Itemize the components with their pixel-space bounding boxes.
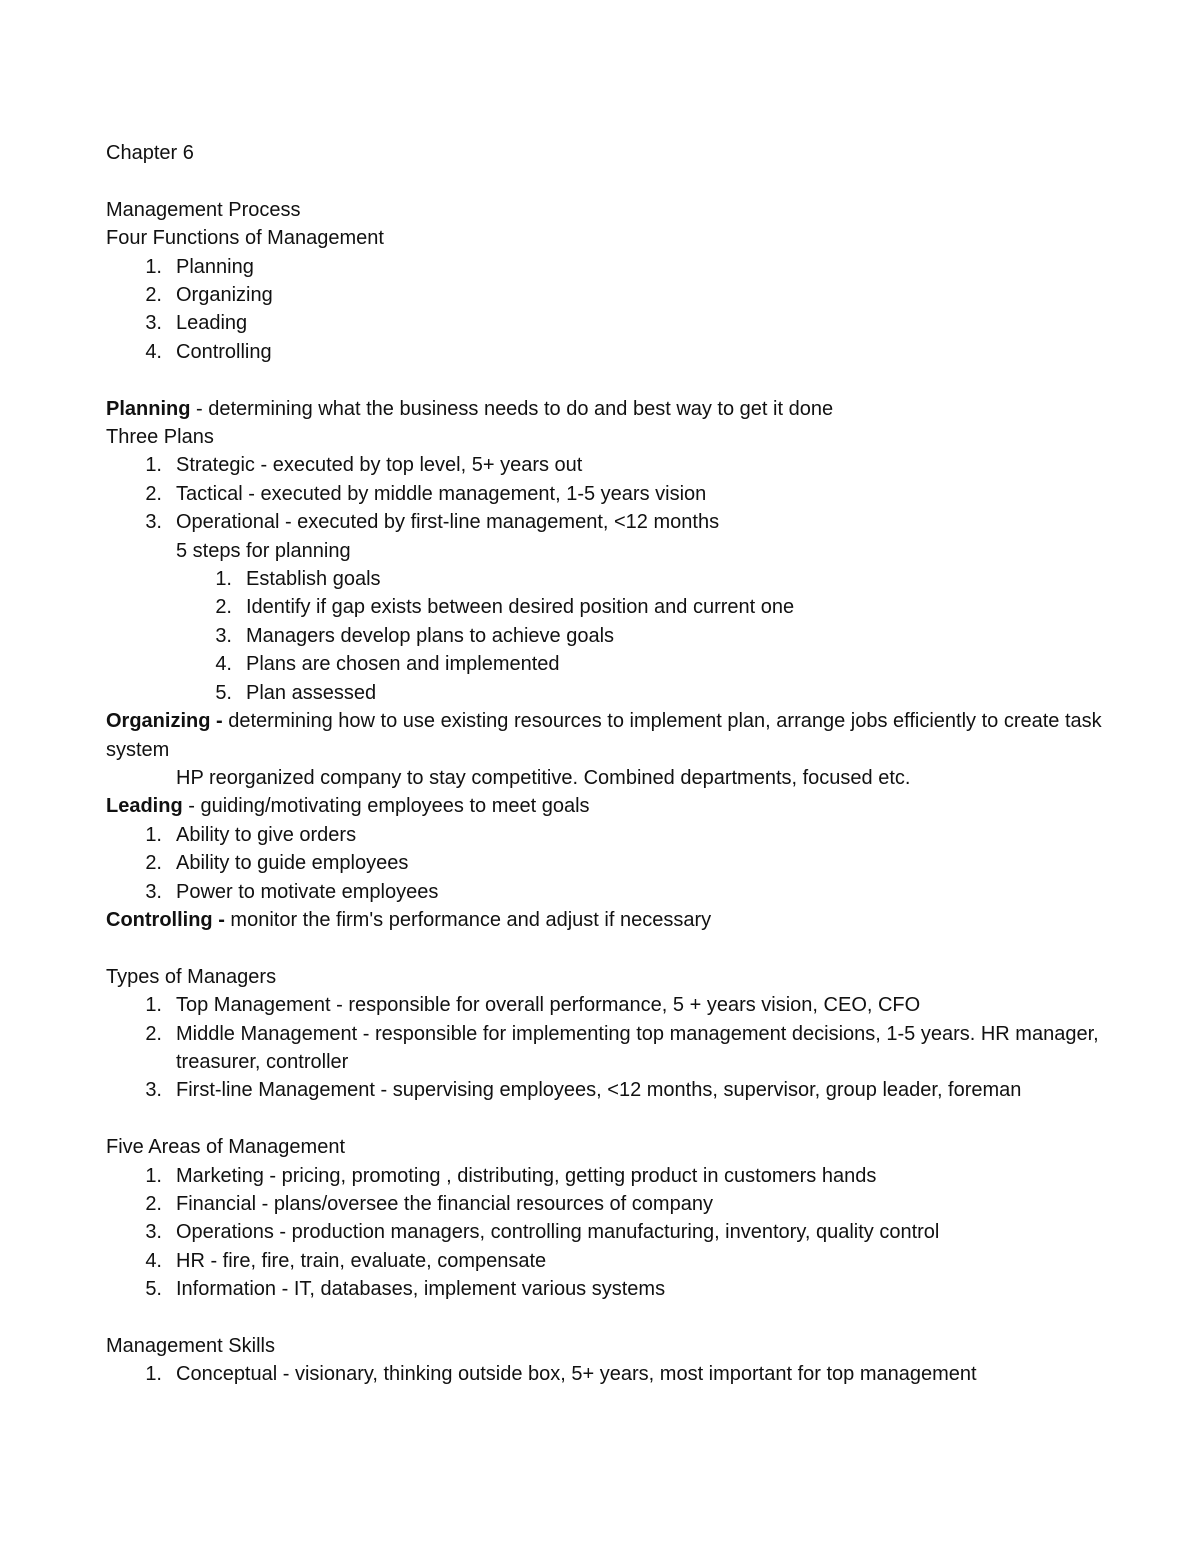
list-item: [176, 650, 1166, 678]
list-item-text: Top Management - responsible for overall performance, 5 + years vision, CEO, CFO: [176, 994, 921, 1017]
list-item: [106, 849, 1166, 877]
list-item: [176, 622, 1166, 650]
list-item-text: First-line Management - supervising employees, <12 months, supervisor, group leader, foreman: [176, 1079, 1022, 1102]
list-item-text: Identify if gap exists between desired position and current one: [246, 596, 795, 619]
list-number: 5.: [215, 681, 232, 704]
list-item-text: Financial - plans/oversee the financial resources of company: [176, 1192, 713, 1215]
list-number: 4.: [145, 340, 162, 363]
list-number: 3.: [145, 880, 162, 903]
planning-definition-text: - determining what the business needs to do and best way to get it done: [190, 397, 834, 420]
list-item-text: Information - IT, databases, implement various systems: [176, 1278, 666, 1301]
list-item: [106, 309, 1166, 337]
five-areas-heading: Five Areas of Management: [106, 1136, 346, 1159]
list-item-text: Managers develop plans to achieve goals: [246, 624, 615, 647]
list-number: 3.: [145, 312, 162, 335]
list-item: [106, 991, 1166, 1019]
list-number: 1.: [145, 255, 162, 278]
chapter-title: Chapter 6: [106, 142, 194, 164]
list-number: 5.: [145, 1278, 162, 1301]
functions-list: [106, 253, 1166, 367]
list-number: 1.: [145, 1164, 162, 1187]
list-item: [106, 1162, 1166, 1190]
list-item-text: Plan assessed: [246, 681, 377, 704]
three-plans-heading: Three Plans: [106, 426, 214, 449]
list-number: 3.: [145, 1079, 162, 1102]
leading-definition: [106, 792, 1166, 820]
list-number: 3.: [145, 511, 162, 534]
list-item-text: Leading: [176, 312, 248, 335]
leading-term: Leading: [106, 795, 183, 818]
areas-list: [106, 1162, 1166, 1304]
list-item-text: Planning: [176, 255, 254, 278]
list-number: 1.: [145, 823, 162, 846]
document-body: [106, 139, 1166, 1389]
list-item: [106, 1190, 1166, 1218]
steps-list: [176, 565, 1166, 707]
spacer: [106, 167, 1166, 195]
list-number: 3.: [145, 1221, 162, 1244]
planning-term: Planning: [106, 397, 191, 420]
management-skills-heading: Management Skills: [106, 1334, 275, 1357]
list-number: 1.: [145, 454, 162, 477]
plans-list: [106, 451, 1166, 707]
list-number: 4.: [215, 653, 232, 676]
list-item: [176, 565, 1166, 593]
managers-list: [106, 991, 1166, 1105]
list-item-text: Conceptual - visionary, thinking outside box, 5+ years, most important for top management: [176, 1363, 977, 1386]
four-functions-heading: Four Functions of Management: [106, 227, 384, 250]
organizing-definition: [106, 707, 1166, 764]
list-number: 2.: [145, 284, 162, 307]
spacer: [106, 1105, 1166, 1133]
list-item-text: Marketing - pricing, promoting , distributing, getting product in customers hands: [176, 1164, 877, 1187]
planning-definition: [106, 395, 1166, 423]
list-number: 2.: [145, 1022, 162, 1045]
list-item-text: Tactical - executed by middle management, 1-5 years vision: [176, 482, 707, 505]
controlling-definition-text: monitor the firm's performance and adjust if necessary: [224, 908, 712, 931]
list-item: [106, 1275, 1166, 1303]
list-number: 2.: [145, 852, 162, 875]
controlling-definition: [106, 906, 1166, 934]
skills-list: [106, 1360, 1166, 1388]
list-item: [106, 1020, 1166, 1077]
list-item-text: Plans are chosen and implemented: [246, 653, 560, 676]
management-process-heading: Management Process: [106, 198, 301, 221]
list-item-text: Ability to give orders: [176, 823, 357, 846]
list-number: 2.: [215, 596, 232, 619]
spacer: [106, 934, 1166, 962]
organizing-example: HP reorganized company to stay competitive. Combined departments, focused etc.: [176, 766, 911, 789]
list-item: [106, 878, 1166, 906]
list-item: [176, 593, 1166, 621]
list-item-text: Controlling: [176, 340, 272, 363]
list-item-text: Organizing: [176, 284, 273, 307]
list-item: [106, 281, 1166, 309]
spacer: [106, 1304, 1166, 1332]
list-number: 1.: [145, 994, 162, 1017]
spacer: [106, 366, 1166, 394]
list-number: 1.: [215, 568, 232, 591]
organizing-term: Organizing -: [106, 710, 223, 733]
list-item-text: Middle Management - responsible for implementing top management decisions, 1-5 years. HR manager, treasurer, controller: [176, 1022, 1099, 1073]
list-item-text: Operational - executed by first-line management, <12 months: [176, 511, 720, 534]
controlling-term: Controlling -: [106, 908, 225, 931]
list-item: [176, 679, 1166, 707]
list-item: [106, 1076, 1166, 1104]
list-item-text: Ability to guide employees: [176, 852, 409, 875]
list-number: 1.: [145, 1363, 162, 1386]
organizing-definition-text: determining how to use existing resources to implement plan, arrange jobs efficiently to create task system: [106, 710, 1102, 761]
list-item: [106, 1247, 1166, 1275]
steps-heading: 5 steps for planning: [176, 539, 351, 562]
list-item: [106, 821, 1166, 849]
list-item: [106, 1218, 1166, 1246]
list-item-text: Operations - production managers, controlling manufacturing, inventory, quality control: [176, 1221, 940, 1244]
list-item-text: HR - fire, fire, train, evaluate, compensate: [176, 1249, 547, 1272]
list-item: [106, 338, 1166, 366]
list-number: 2.: [145, 482, 162, 505]
list-item-text: Strategic - executed by top level, 5+ years out: [176, 454, 583, 477]
leading-list: [106, 821, 1166, 906]
list-item: [106, 253, 1166, 281]
list-item: [106, 1360, 1166, 1388]
list-item-text: Power to motivate employees: [176, 880, 439, 903]
list-item: [106, 451, 1166, 479]
list-item: [106, 508, 1166, 707]
list-item-text: Establish goals: [246, 568, 381, 591]
types-of-managers-heading: Types of Managers: [106, 965, 277, 988]
list-item: [106, 480, 1166, 508]
list-number: 2.: [145, 1192, 162, 1215]
leading-definition-text: - guiding/motivating employees to meet goals: [182, 795, 590, 818]
list-number: 3.: [215, 624, 232, 647]
list-number: 4.: [145, 1249, 162, 1272]
